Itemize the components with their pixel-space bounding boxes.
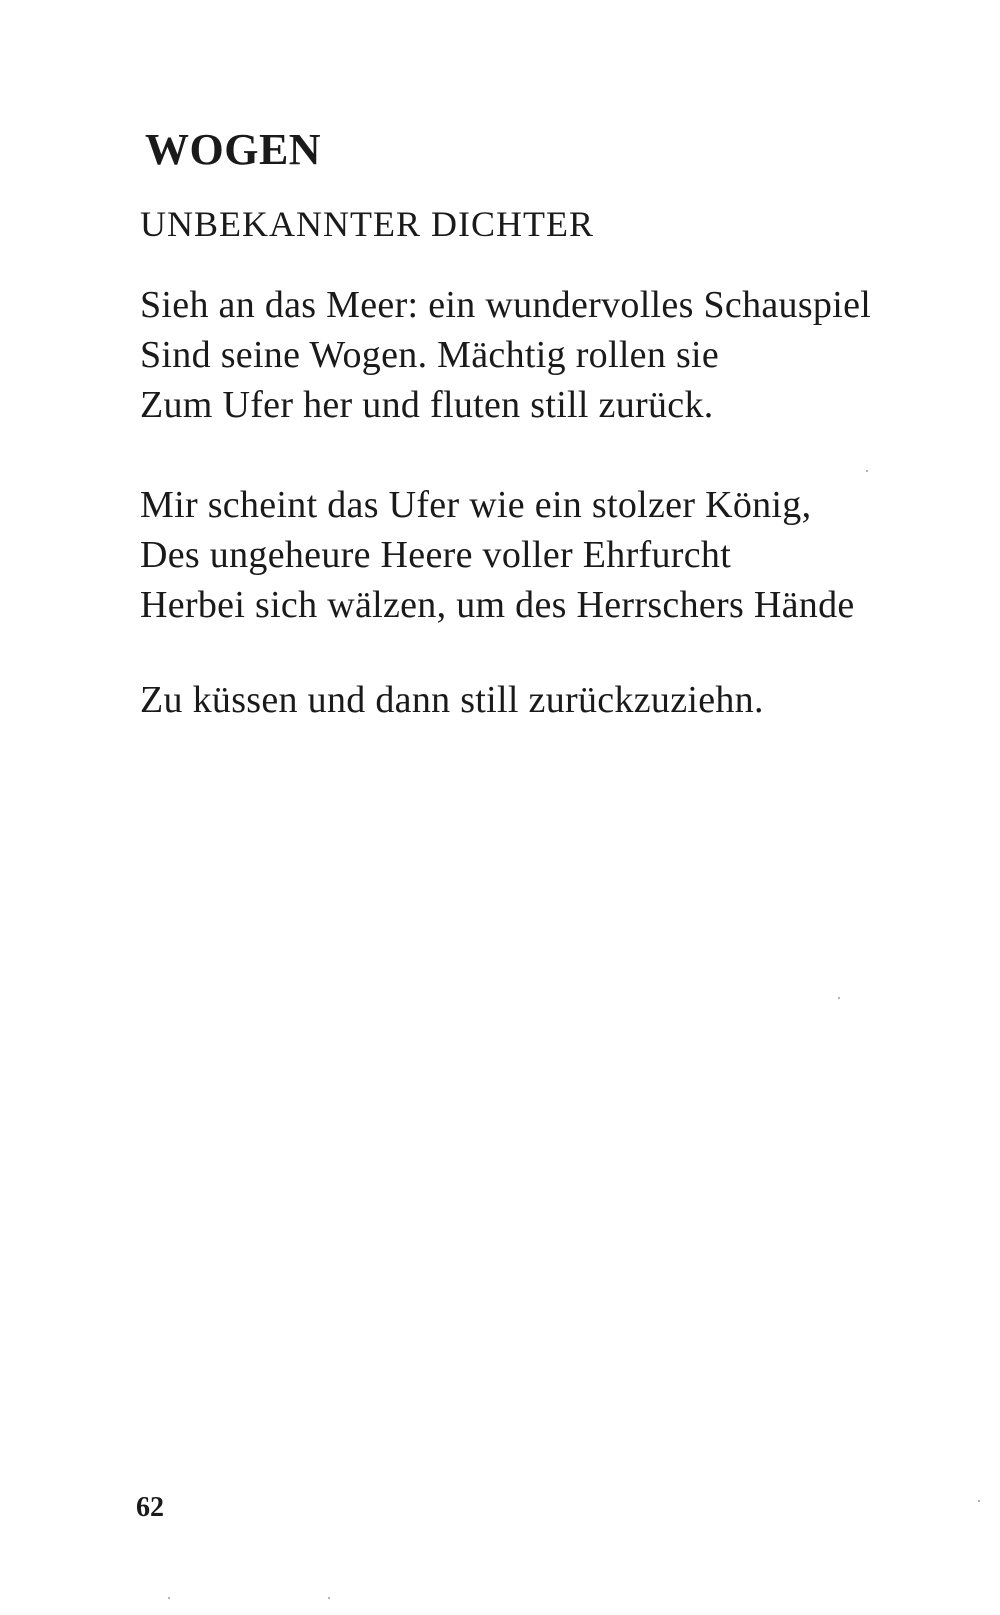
poem-line: Zum Ufer her und fluten still zurück. [140, 384, 714, 426]
poem-line: Mir scheint das Ufer wie ein stolzer König, [140, 484, 812, 526]
stanza-3 [140, 675, 764, 725]
poem-line: Sieh an das Meer: ein wundervolles Schauspiel [140, 284, 872, 326]
poem-author: UNBEKANNTER DICHTER [140, 204, 594, 244]
scan-speck [328, 1597, 330, 1599]
page-number: 62 [136, 1492, 164, 1523]
stanza-2 [140, 480, 855, 630]
scan-speck [978, 1500, 980, 1502]
stanza-1 [140, 280, 871, 430]
poem-line: Sind seine Wogen. Mächtig rollen sie [140, 334, 720, 376]
scan-speck [838, 997, 840, 999]
scan-speck [168, 1597, 170, 1599]
poem-line: Herbei sich wälzen, um des Herrschers Hände [140, 584, 855, 626]
poem-title: WOGEN [145, 125, 322, 174]
scan-speck [866, 470, 868, 472]
poem-line: Des ungeheure Heere voller Ehrfurcht [140, 534, 732, 576]
poem-line: Zu küssen und dann still zurückzuziehn. [140, 679, 764, 721]
